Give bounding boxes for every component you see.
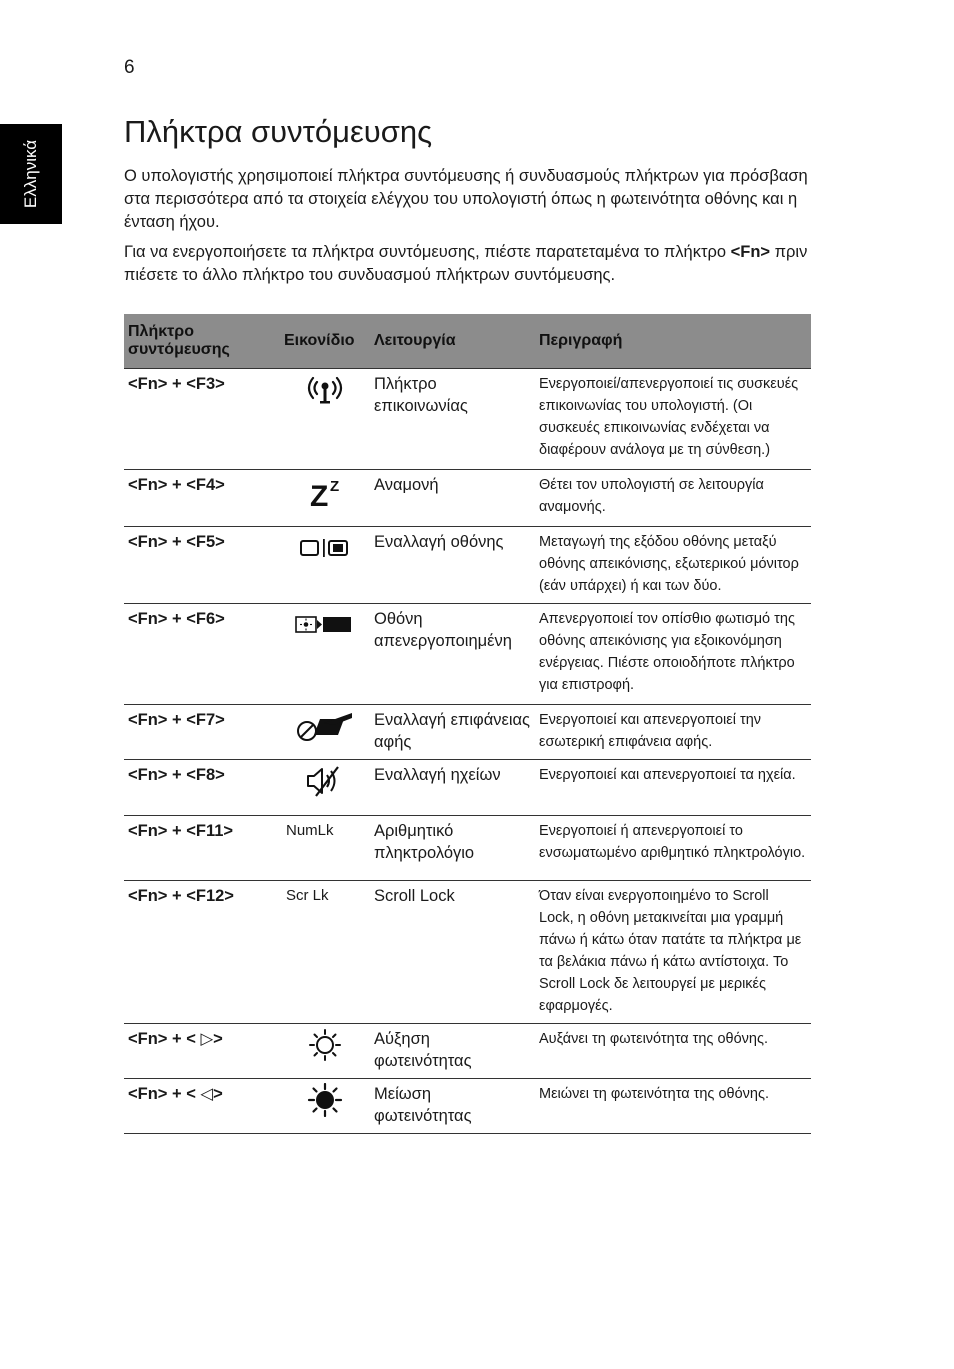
description-cell: Ενεργοποιεί/απενεργοποιεί τις συσκευές επικοινωνίας του υπολογιστή. (Οι συσκευές επικοινωνίας ενδέχεται να διαφέρουν ανάλογα με τη σύνθεση.) [535,369,811,470]
page-title: Πλήκτρα συντόμευσης [124,114,433,149]
header-icon: Εικονίδιο [280,314,370,369]
description-cell: Θέτει τον υπολογιστή σε λειτουργία αναμονής. [535,470,811,527]
table-header-row [124,314,811,369]
description-cell: Απενεργοποιεί τον οπίσθιο φωτισμό της οθόνης απεικόνισης για εξοικονόμηση ενέργειας. Πιέστε οποιοδήποτε πλήκτρο για επιστροφή. [535,604,811,705]
hotkey-cell: <Fn> + < ▷> [124,1024,280,1079]
function-cell: Πλήκτρο επικοινωνίας [370,369,535,470]
header-function: Λειτουργία [370,314,535,369]
function-cell: Αριθμητικό πληκτρολόγιο [370,816,535,881]
touchpad-toggle-icon [294,709,356,743]
description-cell: Ενεργοποιεί και απενεργοποιεί την εσωτερική επιφάνεια αφής. [535,705,811,760]
intro-paragraph: Ο υπολογιστής χρησιμοποιεί πλήκτρα συντόμευσης ή συνδυασμούς πλήκτρων για πρόσβαση στα περισσότερα από τα στοιχεία ελέγχου του υπολογιστή όπως η φωτεινότητα οθόνης και η ένταση ήχου. [124,167,808,231]
instruction-text-after: πριν πιέσετε το άλλο πλήκτρο του συνδυασμού πλήκτρων συντόμευσης. [124,243,808,284]
function-cell: Αύξηση φωτεινότητας [370,1024,535,1079]
function-cell: Οθόνη απενεργοποιημένη [370,604,535,705]
function-cell: Scroll Lock [370,881,535,1024]
hotkey-cell: <Fn> + <F8> [124,760,280,816]
sleep-icon [304,474,346,508]
hotkey-cell: <Fn> + <F3> [124,369,280,470]
page-number: 6 [124,57,135,78]
hotkeys-table [124,314,811,1134]
description-cell: Αυξάνει τη φωτεινότητα της οθόνης. [535,1024,811,1079]
hotkey-cell: <Fn> + <F7> [124,705,280,760]
description-cell: Μεταγωγή της εξόδου οθόνης μεταξύ οθόνης απεικόνισης, εξωτερικού μόνιτορ (εάν υπάρχει) ή και των δύο. [535,527,811,604]
speaker-toggle-icon [304,764,346,798]
function-cell: Εναλλαγή επιφάνειας αφής [370,705,535,760]
table-row [124,881,811,1024]
brightness-down-icon [304,1083,346,1117]
numlock-label: NumLk [286,822,334,839]
scroll-lock-label: Scr Lk [286,887,329,904]
brightness-up-icon [304,1028,346,1062]
table-row [124,369,811,470]
description-cell: Ενεργοποιεί ή απενεργοποιεί το ενσωματωμένο αριθμητικό πληκτρολόγιο. [535,816,811,881]
language-side-tab [0,124,62,224]
hotkey-cell: <Fn> + <F4> [124,470,280,527]
language-label: Ελληνικά [21,139,41,209]
table-row [124,604,811,705]
svg-text:Z: Z [330,478,340,495]
function-cell: Μείωση φωτεινότητας [370,1079,535,1134]
display-toggle-icon [299,531,351,565]
table-row [124,527,811,604]
description-cell: Ενεργοποιεί και απενεργοποιεί τα ηχεία. [535,760,811,816]
hotkey-cell: <Fn> + <F11> [124,816,280,881]
function-cell: Αναμονή [370,470,535,527]
table-row [124,705,811,760]
svg-text:Z: Z [310,480,329,508]
instruction-key: <Fn> [730,243,771,261]
header-description: Περιγραφή [535,314,811,369]
table-row [124,816,811,881]
screen-off-icon [294,608,356,642]
description-cell: Μειώνει τη φωτεινότητα της οθόνης. [535,1079,811,1134]
wireless-icon [304,373,346,407]
table-row [124,1024,811,1079]
function-cell: Εναλλαγή οθόνης [370,527,535,604]
table-row [124,760,811,816]
table-row [124,470,811,527]
header-key: Πλήκτρο συντόμευσης [124,314,280,369]
description-cell: Όταν είναι ενεργοποιημένο το Scroll Lock, η οθόνη μετακινείται μια γραμμή πάνω ή κάτω όταν πατάτε τα πλήκτρα με τα βελάκια πάνω ή κάτω αντίστοιχα. Το Scroll Lock δε λειτουργεί με μερικές εφαρμογές. [535,881,811,1024]
instruction-text-before: Για να ενεργοποιήσετε τα πλήκτρα συντόμευσης, πιέστε παρατεταμένα το πλήκτρο [124,243,731,261]
hotkey-cell: <Fn> + < ◁> [124,1079,280,1134]
table-row [124,1079,811,1134]
hotkey-cell: <Fn> + <F12> [124,881,280,1024]
function-cell: Εναλλαγή ηχείων [370,760,535,816]
instruction-paragraph [124,241,814,287]
hotkey-cell: <Fn> + <F5> [124,527,280,604]
hotkey-cell: <Fn> + <F6> [124,604,280,705]
